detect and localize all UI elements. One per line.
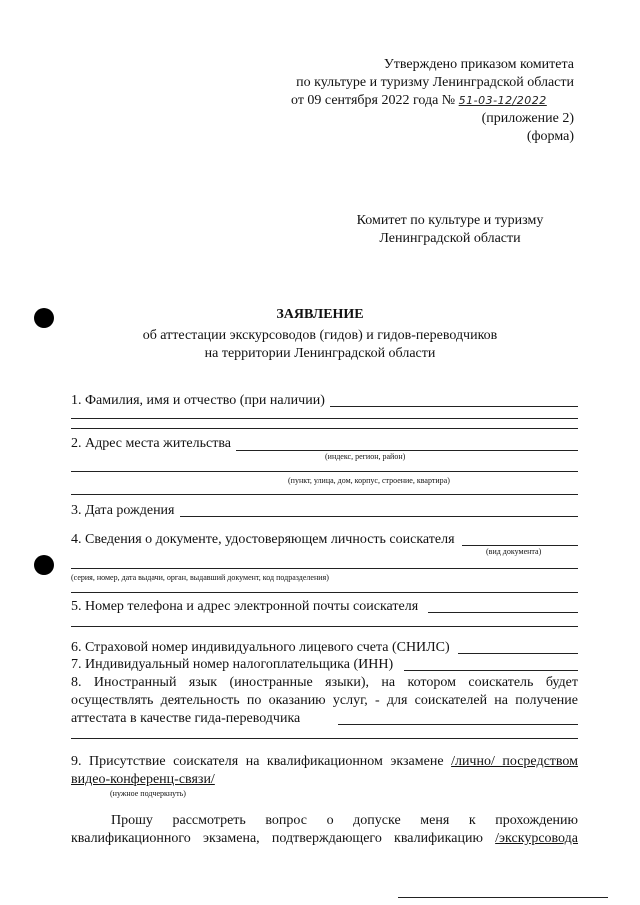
- field-2-hint-street: (пункт, улица, дом, корпус, строение, квартира): [288, 476, 450, 485]
- field-3-input-line[interactable]: [180, 516, 578, 517]
- request-line-1: Прошу рассмотреть вопрос о допуске меня к прохождению: [111, 813, 578, 828]
- option-video-conference[interactable]: видео-конференц-связи/: [71, 772, 215, 787]
- option-in-person-or-remote[interactable]: /лично/ посредством: [451, 754, 579, 769]
- field-2-label: 2. Адрес места жительства: [71, 436, 231, 451]
- field-5-input-line[interactable]: [428, 612, 578, 613]
- appendix-label: (приложение 2): [481, 111, 574, 126]
- field-8-line-2: осуществлять деятельность по оказанию услуг, - для соискателей на получение: [71, 693, 578, 708]
- field-4-hint-doc-type: (вид документа): [486, 547, 542, 556]
- field-9-label: 9. Присутствие соискателя на квалификационном экзамене: [71, 754, 452, 769]
- approval-line-3: [291, 92, 559, 110]
- approval-line-2: по культуре и туризму Ленинградской области: [296, 75, 574, 90]
- field-4-label: 4. Сведения о документе, удостоверяющем личность соискателя: [71, 532, 455, 547]
- request-line-2: [71, 830, 578, 848]
- field-4-input-line-2[interactable]: [71, 568, 578, 569]
- approval-date: от 09 сентября 2022 года №: [291, 93, 459, 108]
- field-1-input-line-2[interactable]: [71, 418, 578, 419]
- field-2-input-line[interactable]: [236, 450, 578, 451]
- field-4-hint-doc-details: (серия, номер, дата выдачи, орган, выдавший документ, код подразделения): [71, 573, 329, 582]
- field-1-input-line[interactable]: [330, 406, 578, 407]
- field-9-hint: (нужное подчеркнуть): [110, 789, 186, 798]
- field-1-input-line-3[interactable]: [71, 428, 578, 429]
- field-8-input-line[interactable]: [338, 724, 578, 725]
- field-8-line-3: аттестата в качестве гида-переводчика: [71, 711, 301, 726]
- field-2-input-line-3[interactable]: [71, 494, 578, 495]
- addressee-line-1: Комитет по культуре и туризму: [356, 213, 544, 228]
- field-5-label: 5. Номер телефона и адрес электронной почты соискателя: [71, 599, 419, 614]
- approval-line-1: Утверждено приказом комитета: [383, 57, 574, 72]
- field-4-input-line[interactable]: [462, 545, 578, 546]
- field-8-line-1: 8. Иностранный язык (иностранные языки), на котором соискатель будет: [71, 675, 578, 690]
- option-excursion-guide[interactable]: /экскурсовода: [495, 831, 578, 846]
- document-title: ЗАЯВЛЕНИЕ: [276, 307, 364, 322]
- field-9-line-1: [71, 753, 578, 771]
- field-2-input-line-2[interactable]: [71, 471, 578, 472]
- field-7-input-line[interactable]: [404, 670, 578, 671]
- punch-hole-bottom: [34, 555, 54, 575]
- document-subtitle-2: на территории Ленинградской области: [204, 346, 436, 361]
- field-6-input-line[interactable]: [458, 653, 578, 654]
- field-8-input-line-2[interactable]: [71, 738, 578, 739]
- field-4-input-line-3[interactable]: [71, 592, 578, 593]
- request-text: квалификационного экзамена, подтверждающего квалификацию: [71, 831, 496, 846]
- field-1-label: 1. Фамилия, имя и отчество (при наличии): [71, 393, 325, 408]
- field-2-hint-region: (индекс, регион, район): [325, 452, 406, 461]
- footer-rule: [398, 897, 608, 898]
- order-number-handwritten: 51-03-12/2022: [458, 94, 547, 107]
- document-subtitle-1: об аттестации экскурсоводов (гидов) и гидов-переводчиков: [142, 328, 498, 343]
- field-7-label: 7. Индивидуальный номер налогоплательщика (ИНН): [71, 657, 394, 672]
- form-label: (форма): [526, 129, 574, 144]
- field-3-label: 3. Дата рождения: [71, 503, 175, 518]
- field-6-label: 6. Страховой номер индивидуального лицевого счета (СНИЛС): [71, 640, 450, 655]
- field-5-input-line-2[interactable]: [71, 626, 578, 627]
- addressee-line-2: Ленинградской области: [379, 231, 521, 246]
